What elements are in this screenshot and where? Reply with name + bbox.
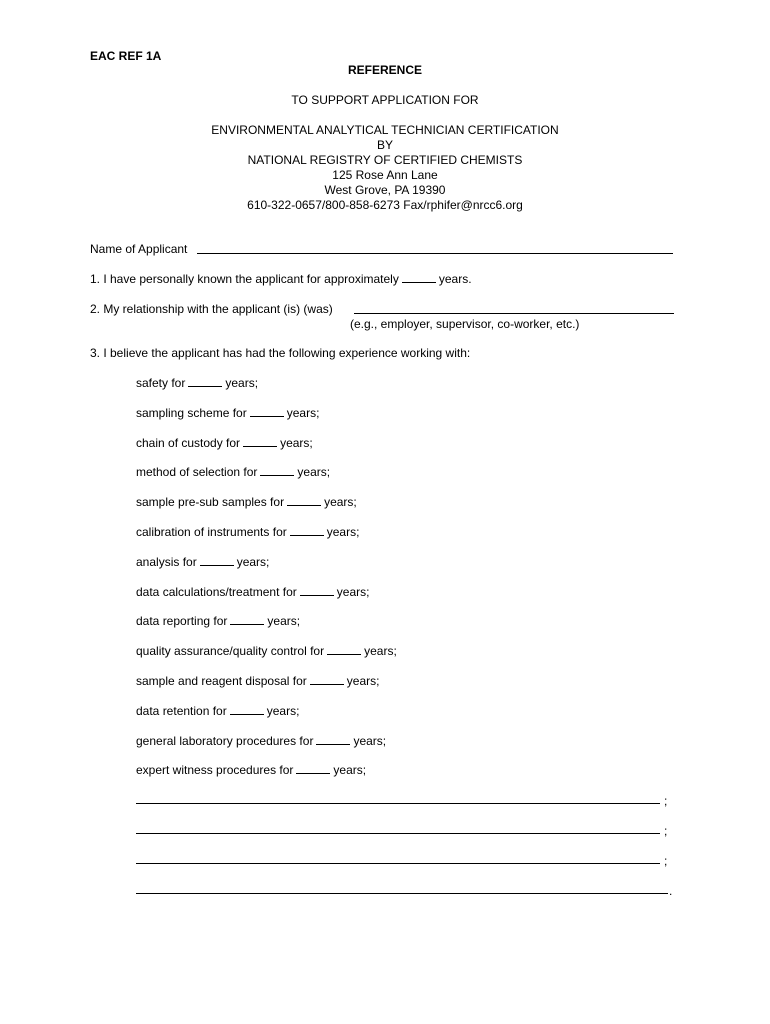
line-end-punctuation: . (669, 884, 673, 898)
line-end-punctuation: ; (664, 794, 668, 808)
experience-suffix: years; (326, 525, 360, 539)
experience-label: data reporting for (136, 614, 228, 629)
experience-label: method of selection for (136, 465, 258, 480)
experience-years-field[interactable] (188, 376, 222, 387)
experience-years-field[interactable] (243, 436, 277, 447)
experience-label: sample and reagent disposal for (136, 674, 307, 688)
organization-city: West Grove, PA 19390 (324, 183, 446, 197)
relationship-hint: (e.g., employer, supervisor, co-worker, etc.) (350, 317, 580, 331)
question-1 (90, 272, 472, 286)
experience-years-field[interactable] (296, 763, 330, 774)
document-subtitle: TO SUPPORT APPLICATION FOR (291, 93, 479, 107)
experience-label: general laboratory procedures for (136, 733, 314, 748)
experience-item (136, 495, 357, 509)
experience-label: chain of custody for (136, 435, 241, 450)
experience-item (136, 704, 299, 718)
relationship-field[interactable] (354, 313, 674, 314)
experience-suffix: years; (236, 554, 270, 569)
experience-label: data retention for (136, 703, 227, 718)
applicant-name-field[interactable] (197, 253, 673, 254)
question-2-text: 2. My relationship with the applicant (is) (was) (90, 302, 333, 316)
experience-item (136, 436, 313, 450)
experience-label: quality assurance/quality control for (136, 644, 325, 659)
experience-years-field[interactable] (290, 525, 324, 536)
experience-label: sample pre-sub samples for (136, 495, 285, 510)
experience-suffix: years; (346, 674, 380, 688)
experience-years-field[interactable] (250, 406, 284, 417)
applicant-label: Name of Applicant (90, 242, 188, 256)
experience-years-field[interactable] (200, 555, 234, 566)
experience-suffix: years; (336, 584, 370, 599)
experience-suffix: years; (364, 644, 397, 659)
experience-suffix: years; (286, 405, 320, 420)
document-title: REFERENCE (347, 63, 422, 77)
question-1-text: 1. I have personally known the applicant for approximately (90, 272, 399, 286)
experience-label: safety for (136, 376, 186, 390)
organization-street: 125 Rose Ann Lane (332, 168, 438, 182)
question-3-text: 3. I believe the applicant has had the following experience working with: (90, 346, 471, 360)
experience-item (136, 585, 369, 599)
experience-label: expert witness procedures for (136, 763, 294, 778)
experience-years-field[interactable] (230, 704, 264, 715)
experience-label: data calculations/treatment for (136, 584, 297, 599)
experience-years-field[interactable] (260, 465, 294, 476)
experience-item (136, 763, 366, 777)
experience-item (136, 555, 269, 569)
experience-suffix: years; (297, 465, 331, 480)
experience-suffix: years; (353, 733, 387, 748)
experience-suffix: years; (267, 614, 301, 629)
experience-label: sampling scheme for (136, 405, 247, 420)
experience-suffix: years; (324, 495, 357, 510)
by-text: BY (376, 138, 393, 152)
experience-item (136, 644, 397, 658)
experience-years-field[interactable] (230, 614, 264, 625)
additional-experience-field[interactable] (136, 863, 660, 864)
organization-contact: 610-322-0657/800-858-6273 Fax/rphifer@nrcc6.org (247, 198, 523, 212)
additional-experience-field[interactable] (136, 803, 660, 804)
experience-item (136, 525, 359, 539)
organization-name: NATIONAL REGISTRY OF CERTIFIED CHEMISTS (247, 153, 523, 167)
line-end-punctuation: ; (664, 854, 668, 868)
experience-item (136, 614, 300, 628)
experience-label: calibration of instruments for (136, 525, 287, 539)
experience-item (136, 465, 330, 479)
years-known-field[interactable] (402, 272, 436, 283)
experience-suffix: years; (333, 763, 367, 778)
experience-suffix: years; (225, 376, 259, 390)
experience-item (136, 376, 258, 390)
program-name: ENVIRONMENTAL ANALYTICAL TECHNICIAN CERTIFICATION (211, 123, 559, 137)
experience-suffix: years; (280, 435, 313, 450)
additional-experience-field[interactable] (136, 893, 668, 894)
additional-experience-field[interactable] (136, 833, 660, 834)
line-end-punctuation: ; (664, 824, 668, 838)
experience-years-field[interactable] (310, 674, 344, 685)
experience-item (136, 734, 386, 748)
experience-years-field[interactable] (316, 734, 350, 745)
document-code: EAC REF 1A (90, 49, 162, 63)
experience-years-field[interactable] (287, 495, 321, 506)
experience-label: analysis for (136, 554, 197, 569)
experience-suffix: years; (266, 703, 300, 718)
experience-years-field[interactable] (327, 644, 361, 655)
question-1-suffix: years. (438, 272, 472, 286)
experience-item (136, 406, 319, 420)
experience-years-field[interactable] (300, 585, 334, 596)
experience-item (136, 674, 379, 688)
